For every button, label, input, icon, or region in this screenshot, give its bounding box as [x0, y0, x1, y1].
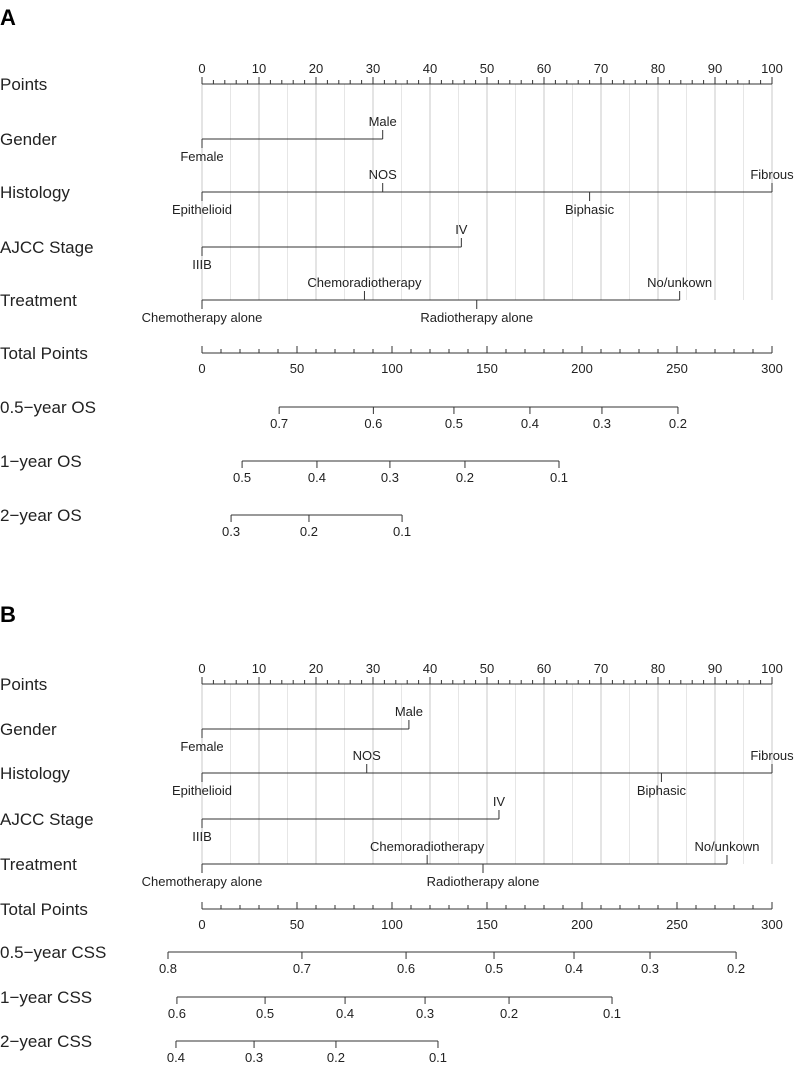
- outcome-tick-label: 0.1: [428, 1050, 448, 1065]
- outcome-tick-label: 0.1: [393, 524, 412, 539]
- outcome-tick-label: 0.2: [500, 1006, 519, 1021]
- variable-row-label: Histology: [0, 183, 70, 202]
- outcome-tick-label: 0.2: [326, 1050, 345, 1065]
- points-tick-label: 60: [536, 61, 552, 76]
- total-points-tick-label: 300: [761, 917, 783, 932]
- total-points-row-label: Total Points: [0, 344, 88, 363]
- variable-level-label: Chemotherapy alone: [141, 874, 263, 889]
- points-tick-label: 70: [593, 61, 609, 76]
- outcome-tick-label: 0.4: [307, 470, 326, 485]
- variable-level-label: No/unkown: [694, 839, 760, 854]
- points-tick-label: 50: [479, 661, 495, 676]
- outcome-tick-label: 0.6: [167, 1006, 186, 1021]
- outcome-tick-label: 0.3: [592, 416, 611, 431]
- variable-row-label: AJCC Stage: [0, 238, 94, 257]
- points-tick-label: 0: [198, 61, 206, 76]
- total-points-tick-label: 0: [198, 917, 206, 932]
- points-tick-label: 70: [593, 661, 609, 676]
- total-points-tick-label: 300: [761, 361, 783, 376]
- variable-level-label: Chemotherapy alone: [141, 310, 263, 325]
- points-row-label: Points: [0, 75, 48, 94]
- outcome-tick-label: 0.6: [364, 416, 383, 431]
- points-row-label: Points: [0, 675, 48, 694]
- nomogram-panel-a: [0, 5, 794, 539]
- outcome-tick-label: 0.4: [520, 416, 539, 431]
- points-tick-label: 90: [707, 61, 723, 76]
- variable-row-label: Treatment: [0, 291, 77, 310]
- outcome-tick-label: 0.1: [549, 470, 569, 485]
- variable-level-label: IIIB: [192, 257, 212, 272]
- variable-level-label: Fibrous: [750, 167, 794, 182]
- variable-level-label: Female: [180, 149, 224, 164]
- total-points-tick-label: 0: [198, 361, 206, 376]
- variable-level-label: Male: [368, 114, 397, 129]
- outcome-row-label: 2−year OS: [0, 506, 82, 525]
- outcome-tick-label: 0.2: [455, 470, 474, 485]
- outcome-tick-label: 0.4: [564, 961, 584, 976]
- variable-row-label: Histology: [0, 764, 70, 783]
- outcome-tick-label: 0.5: [444, 416, 463, 431]
- variable-level-label: IV: [455, 222, 468, 237]
- points-tick-label: 10: [251, 61, 267, 76]
- variable-level-label: Female: [180, 739, 224, 754]
- total-points-tick-label: 250: [666, 917, 688, 932]
- outcome-tick-label: 0.2: [299, 524, 319, 539]
- outcome-tick-label: 0.7: [292, 961, 311, 976]
- variable-level-label: Radiotherapy alone: [420, 310, 534, 325]
- points-tick-label: 30: [365, 61, 381, 76]
- outcome-tick-label: 0.3: [222, 524, 241, 539]
- total-points-tick-label: 250: [666, 361, 688, 376]
- variable-level-label: Fibrous: [750, 748, 794, 763]
- points-tick-label: 40: [422, 61, 438, 76]
- outcome-tick-label: 0.3: [416, 1006, 435, 1021]
- points-tick-label: 100: [761, 61, 783, 76]
- variable-row-label: Gender: [0, 720, 57, 739]
- total-points-tick-label: 200: [571, 917, 593, 932]
- points-tick-label: 80: [650, 61, 666, 76]
- variable-level-label: NOS: [352, 748, 381, 763]
- panel-letter: A: [0, 5, 16, 30]
- variable-level-label: Biphasic: [565, 202, 615, 217]
- outcome-tick-label: 0.3: [640, 961, 660, 976]
- variable-level-label: Chemoradiotherapy: [307, 275, 422, 290]
- outcome-tick-label: 0.2: [668, 416, 687, 431]
- outcome-tick-label: 0.4: [166, 1050, 186, 1065]
- outcome-tick-label: 0.4: [336, 1006, 355, 1021]
- total-points-tick-label: 100: [381, 361, 403, 376]
- panel-letter: B: [0, 602, 16, 627]
- points-tick-label: 90: [707, 661, 723, 676]
- variable-level-label: IV: [492, 794, 506, 809]
- points-tick-label: 80: [650, 661, 666, 676]
- points-tick-label: 20: [308, 661, 324, 676]
- points-tick-label: 30: [365, 661, 381, 676]
- variable-level-label: Epithelioid: [172, 783, 232, 798]
- total-points-tick-label: 50: [289, 917, 305, 932]
- points-tick-label: 100: [761, 661, 783, 676]
- outcome-tick-label: 0.5: [233, 470, 252, 485]
- variable-row-label: Treatment: [0, 855, 77, 874]
- total-points-tick-label: 50: [289, 361, 305, 376]
- nomogram-panel-b: [0, 602, 794, 1065]
- outcome-row-label: 2−year CSS: [0, 1032, 93, 1051]
- points-tick-label: 60: [536, 661, 552, 676]
- variable-level-label: Radiotherapy alone: [426, 874, 540, 889]
- outcome-tick-label: 0.6: [397, 961, 416, 976]
- outcome-tick-label: 0.3: [380, 470, 399, 485]
- points-tick-label: 10: [251, 661, 267, 676]
- points-tick-label: 0: [198, 661, 206, 676]
- outcome-row-label: 1−year OS: [0, 452, 82, 471]
- outcome-tick-label: 0.1: [602, 1006, 622, 1021]
- total-points-row-label: Total Points: [0, 900, 88, 919]
- points-tick-label: 40: [422, 661, 438, 676]
- outcome-tick-label: 0.2: [727, 961, 746, 976]
- outcome-row-label: 0.5−year CSS: [0, 943, 107, 962]
- outcome-tick-label: 0.8: [158, 961, 178, 976]
- points-tick-label: 20: [308, 61, 324, 76]
- variable-row-label: Gender: [0, 130, 57, 149]
- outcome-row-label: 0.5−year OS: [0, 398, 96, 417]
- variable-level-label: No/unkown: [647, 275, 713, 290]
- total-points-tick-label: 200: [571, 361, 593, 376]
- outcome-tick-label: 0.3: [245, 1050, 264, 1065]
- variable-level-label: Male: [394, 704, 424, 719]
- variable-level-label: Epithelioid: [172, 202, 232, 217]
- variable-row-label: AJCC Stage: [0, 810, 94, 829]
- outcome-tick-label: 0.5: [256, 1006, 275, 1021]
- total-points-tick-label: 150: [476, 361, 498, 376]
- variable-level-label: IIIB: [192, 829, 212, 844]
- variable-level-label: NOS: [368, 167, 397, 182]
- outcome-row-label: 1−year CSS: [0, 988, 93, 1007]
- points-tick-label: 50: [479, 61, 495, 76]
- total-points-tick-label: 100: [381, 917, 403, 932]
- variable-level-label: Chemoradiotherapy: [370, 839, 485, 854]
- variable-level-label: Biphasic: [636, 783, 686, 798]
- outcome-tick-label: 0.7: [270, 416, 289, 431]
- outcome-tick-label: 0.5: [484, 961, 504, 976]
- total-points-tick-label: 150: [476, 917, 498, 932]
